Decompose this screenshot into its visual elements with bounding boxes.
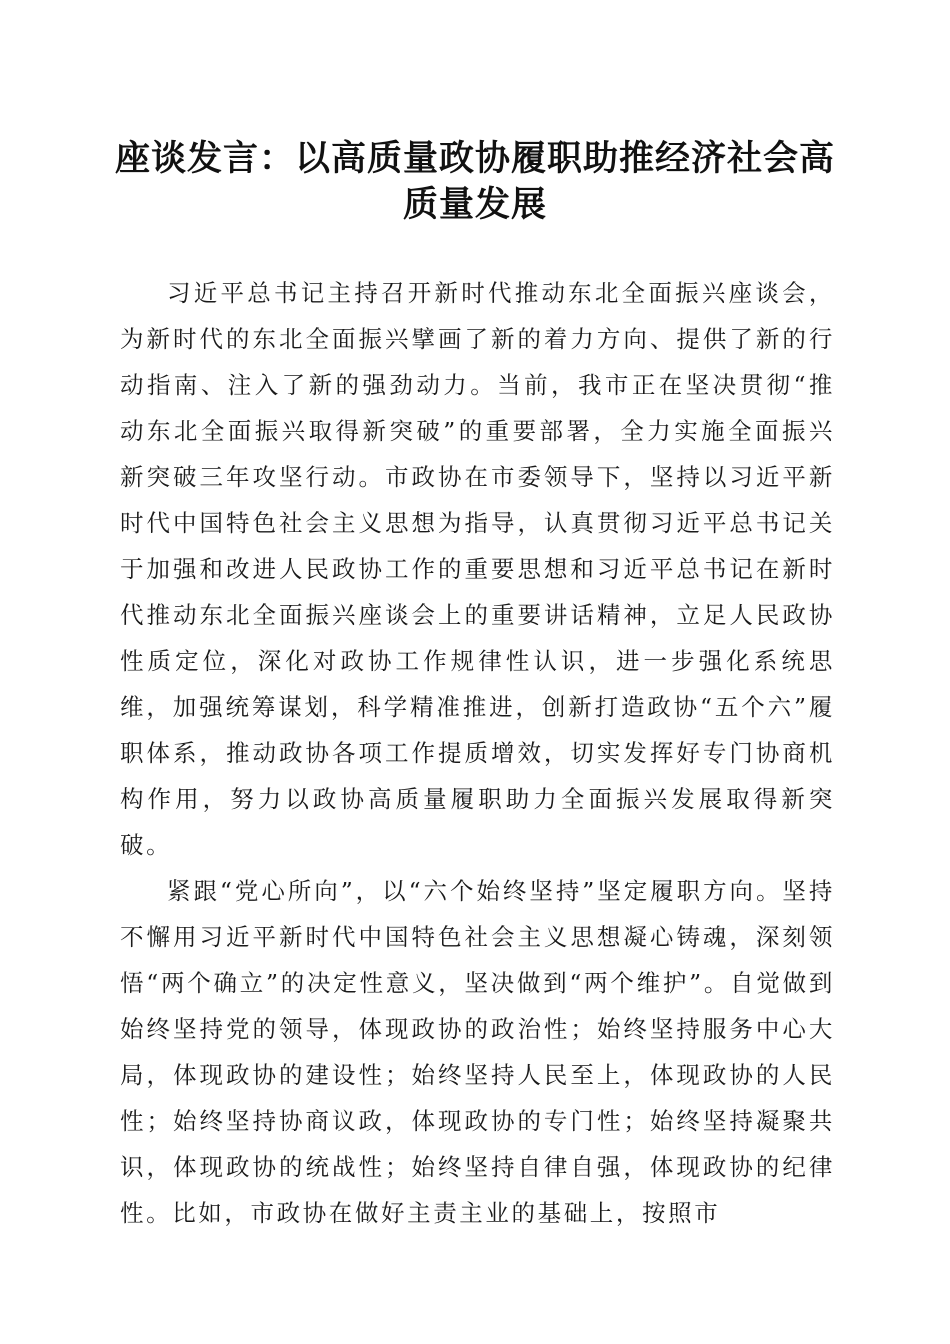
document-body — [120, 270, 835, 1236]
paragraph-2: 紧跟“党心所向”，以“六个始终坚持”坚定履职方向。坚持不懈用习近平新时代中国特色社会主义思想凝心铸魂，深刻领悟“两个确立”的决定性意义，坚决做到“两个维护”。自觉做到始终坚持党的领导，体现政协的政治性；始终坚持服务中心大局，体现政协的建设性；始终坚持人民至上，体现政协的人民性；始终坚持协商议政，体现政协的专门性；始终坚持凝聚共识，体现政协的统战性；始终坚持自律自强，体现政协的纪律性。比如，市政协在做好主责主业的基础上，按照市 — [120, 877, 835, 1227]
paragraph-1: 习近平总书记主持召开新时代推动东北全面振兴座谈会，为新时代的东北全面振兴擘画了新的着力方向、提供了新的行动指南、注入了新的强劲动力。当前，我市正在坚决贯彻“推动东北全面振兴取得新突破”的重要部署，全力实施全面振兴新突破三年攻坚行动。市政协在市委领导下，坚持以习近平新时代中国特色社会主义思想为指导，认真贯彻习近平总书记关于加强和改进人民政协工作的重要思想和习近平总书记在新时代推动东北全面振兴座谈会上的重要讲话精神，立足人民政协性质定位，深化对政协工作规律性认识，进一步强化系统思维，加强统筹谋划，科学精准推进，创新打造政协“五个六”履职体系，推动政协各项工作提质增效，切实发挥好专门协商机构作用，努力以政协高质量履职助力全面振兴发展取得新突破。 — [120, 279, 835, 859]
document-title: 座谈发言：以高质量政协履职助推经济社会高质量发展 — [114, 138, 835, 225]
